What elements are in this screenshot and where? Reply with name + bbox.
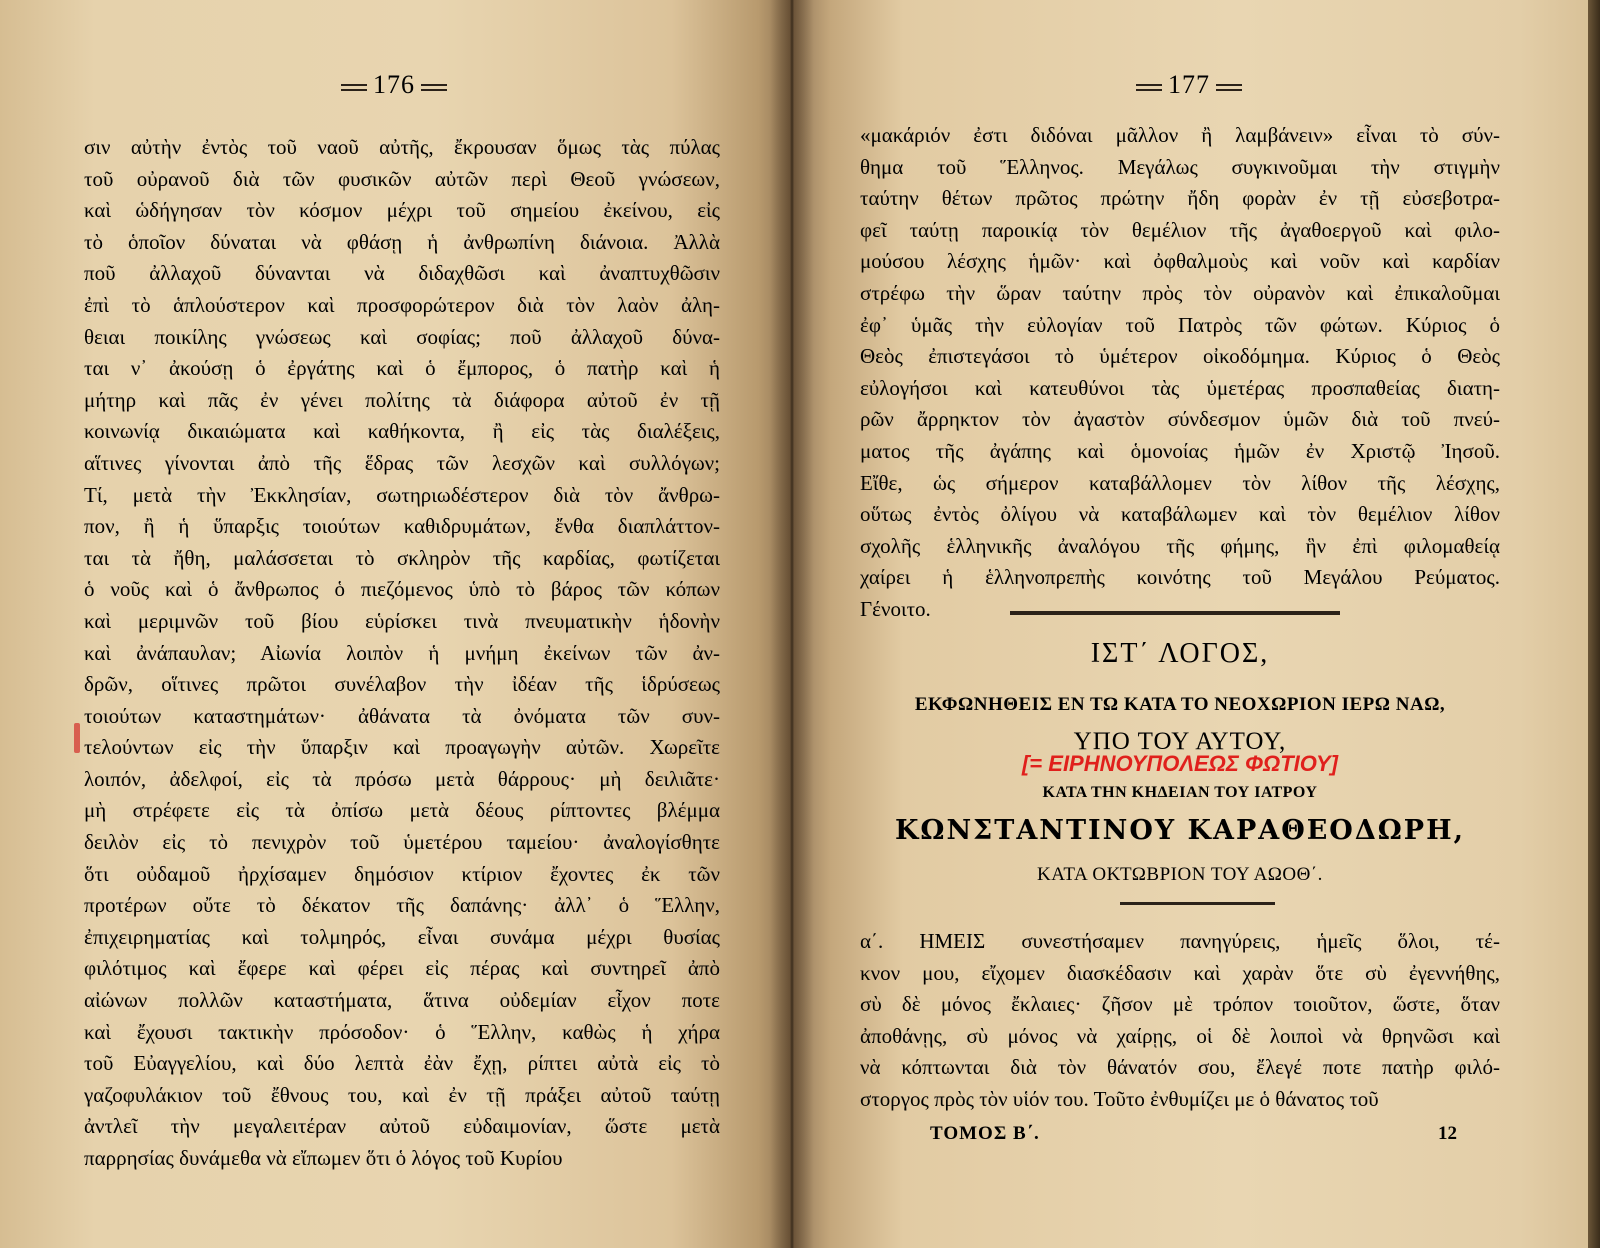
text-line: Γένοιτο.: [860, 596, 931, 621]
text-line: Θεὸς ἐπιστεγάσοι τὸ ὑμέτερον οἰκοδόμημα. Κύριος ὁ Θεὸς: [860, 344, 1500, 369]
text-line: ἀντλεῖ τὴν μεγαλειτέραν αὐτοῦ εὐδαιμονίαν, ὥστε μετὰ: [84, 1114, 720, 1139]
right-page-number: 177: [1130, 70, 1248, 100]
text-line: καὶ μεριμνῶν τοῦ βίου εὑρίσκει τινὰ πνευματικὴν ἡδονὴν: [84, 608, 720, 633]
text-line: τελούντων εἰς τὴν ὕπαρξιν καὶ προαγωγὴν αὐτῶν. Χωρεῖτε: [84, 735, 720, 760]
right-page-text: [860, 120, 1500, 626]
text-line: ματος τῆς ἀγάπης καὶ ὁμονοίας ἡμῶν ἐν Χριστῷ Ἰησοῦ.: [860, 438, 1500, 463]
footer-signature: 12: [1438, 1123, 1457, 1144]
text-line: Εἴθε, ὡς σήμερον καταβάλλομεν τὸν λίθον τῆς λέσχης,: [860, 470, 1500, 495]
footer-volume: ΤΟΜΟΣ Β΄.: [930, 1123, 1040, 1144]
heading-logos: ΙΣΤ΄ ΛΟΓΟΣ,: [1090, 638, 1270, 669]
text-line: θειαι ποικίλης γνώσεως καὶ σοφίας; ποῦ ἀλλαχοῦ δύνα-: [84, 324, 720, 349]
text-line: τοῦ οὐρανοῦ διὰ τῶν φυσικῶν αὐτῶν περὶ Θεοῦ γνώσεων,: [84, 166, 720, 191]
text-line: θημα τοῦ Ἕλληνος. Μεγάλως συγκινοῦμαι τὴν στιγμὴν: [860, 154, 1500, 179]
text-line: οὕτως ἐντὸς ὀλίγου νὰ καταβάλωμεν καὶ τὸν θεμέλιον λίθον: [860, 502, 1500, 527]
section-rule-top: [1010, 611, 1340, 615]
text-line: σὺ δὲ μόνος ἔκλαιες· ζῆσον μὲ τρόπον τοιοῦτον, ὥστε, ὅταν: [860, 992, 1500, 1017]
text-line: ὁ νοῦς καὶ ὁ ἄνθρωπος ὁ πιεζόμενος ὑπὸ τὸ βάρος τῶν κόπων: [84, 577, 720, 602]
text-line: α΄. ΗΜΕΙΣ συνεστήσαμεν πανηγύρεις, ἡμεῖς ὅλοι, τέ-: [860, 929, 1500, 953]
heading-kideian: ΚΑΤΑ ΤΗΝ ΚΗΔΕΙΑΝ ΤΟΥ ΙΑΤΡΟΥ: [1042, 784, 1318, 801]
heading-ypo: ΥΠΟ ΤΟΥ ΑΥΤΟΥ,: [1073, 728, 1287, 755]
text-line: τὸ ὁποῖον δύναται νὰ φθάσῃ ἡ ἀνθρωπίνη διάνοια. Ἀλλὰ: [84, 229, 720, 254]
section-rule-bottom: [1120, 902, 1275, 905]
text-line: δειλὸν εἰς τὸ πενιχρὸν τοῦ ὑμετέρου ταμείου· ἀναλογίσθητε: [84, 830, 720, 855]
text-line: ται ν᾿ ἀκούσῃ ὁ ἐργάτης καὶ ὁ ἔμπορος, ὁ πατὴρ καὶ ἡ: [84, 356, 720, 381]
text-line: φεῖ ταύτῃ παροικίᾳ τὸν θεμέλιον τῆς ἀγαθοεργοῦ καὶ φιλο-: [860, 217, 1500, 242]
text-line: ὅτι οὐδαμοῦ ἠρχίσαμεν δημόσιον κτίριον ἔχοντες ἐκ τῶν: [84, 861, 720, 886]
text-line: ἐπιχειρηματίας καὶ τολμηρός, εἶναι συνάμα μέχρι θυσίας: [84, 924, 720, 949]
heading-ekfonitheis: ΕΚΦΩΝΗΘΕΙΣ ΕΝ ΤΩ ΚΑΤΑ ΤΟ ΝΕΟΧΩΡΙΟΝ ΙΕΡΩ ΝΑΩ,: [914, 694, 1446, 715]
text-line: ἐφ᾿ ὑμᾶς τὴν εὐλογίαν τοῦ Πατρὸς τῶν φώτων. Κύριος ὁ: [860, 312, 1500, 337]
text-line: καὶ ἀνάπαυλαν; Αἰωνία λοιπὸν ἡ μνήμη ἐκείνων τῶν ἀν-: [84, 640, 720, 665]
text-line: καὶ ὡδήγησαν τὸν κόσμον μέχρι τοῦ σημείου ἐκείνου, εἰς: [84, 198, 720, 223]
text-line: σιν αὐτὴν ἐντὸς τοῦ ναοῦ αὐτῆς, ἔκρουσαν ὅμως τὰς πύλας: [84, 135, 720, 159]
text-line: σχολῆς ἑλληνικῆς ἀναλόγου τῆς φήμης, ἣν ἐπὶ φιλομαθείᾳ: [860, 533, 1500, 558]
text-line: αἰώνων πολλῶν καταστήματα, ἅτινα οὐδεμίαν εἶχον ποτε: [84, 988, 720, 1013]
text-line: πον, ἢ ἡ ὕπαρξις τοιούτων καθιδρυμάτων, ἔνθα διαπλάττον-: [84, 514, 720, 539]
text-line: τοῦ Εὐαγγελίου, καὶ δύο λεπτὰ ἐὰν ἔχῃ, ρίπτει αὐτὰ εἰς τὸ: [84, 1051, 720, 1076]
text-line: εὐλογήσοι καὶ κατευθύνοι τὰς ὑμετέρας προσπαθείας διατη-: [860, 375, 1500, 400]
heading-name: ΚΩΝΣΤΑΝΤΙΝΟΥ ΚΑΡΑΘΕΟΔΩΡΗ,: [894, 815, 1466, 846]
text-line: Τί, μετὰ τὴν Ἐκκλησίαν, σωτηριωδέστερον διὰ τὸν ἄνθρω-: [84, 482, 720, 507]
text-line: ἐπὶ τὸ ἁπλούστερον καὶ προσφορώτερον διὰ τὸν λαὸν ἀλη-: [84, 292, 720, 317]
speech-body-text: [860, 926, 1500, 1116]
heading-date: ΚΑΤΑ ΟΚΤΩΒΡΙΟΝ ΤΟΥ ΑΩΟΘ΄.: [1037, 864, 1323, 885]
text-line: χαίρει ἡ ἑλληνοπρεπὴς κοινότης τοῦ Μεγάλου Ρεύματος.: [860, 565, 1500, 590]
text-line: μήτηρ καὶ πᾶς ἐν γένει πολίτης τὰ διάφορα αὐτοῦ ἐν τῇ: [84, 387, 720, 412]
text-line: τοιούτων καταστημάτων· ἀθάνατα τὰ ὀνόματα τῶν συν-: [84, 703, 720, 728]
text-line: ποῦ ἀλλαχοῦ δύνανται νὰ διδαχθῶσι καὶ ἀναπτυχθῶσιν: [84, 261, 720, 286]
text-line: αἵτινες γίνονται ἀπὸ τῆς ἕδρας τῶν λεσχῶν καὶ συλλόγων;: [84, 450, 720, 475]
page-edge: [1588, 0, 1600, 1248]
text-line: νὰ κόπτωνται διὰ τὸν θάνατόν σου, ἔλεγέ ποτε πατὴρ φιλό-: [860, 1055, 1500, 1080]
text-line: ται τὰ ἤθη, μαλάσσεται τὸ σκληρὸν τῆς καρδίας, φωτίζεται: [84, 545, 720, 570]
text-line: στρέφω τὴν ὥραν ταύτην πρὸς τὸν οὐρανὸν καὶ ἐπικαλοῦμαι: [860, 280, 1500, 305]
text-line: δρῶν, οἵτινες πρῶτοι συνέλαβον τὴν ἰδέαν τῆς ἱδρύσεως: [84, 672, 720, 697]
red-margin-mark: [74, 723, 80, 753]
text-line: μούσου λέσχης ἡμῶν· καὶ ὀφθαλμοὺς καὶ νοῦν καὶ καρδίαν: [860, 249, 1500, 274]
left-page-text: [84, 132, 720, 1175]
text-line: μὴ στρέφετε εἰς τὰ ὀπίσω μετὰ δέους ρίπτοντες βλέμμα: [84, 798, 720, 823]
left-page-number: 176: [335, 70, 453, 100]
text-line: ταύτην θέτων πρῶτος πρώτην ἤδη φορὰν ἐν τῇ εὐσεβοτρα-: [860, 186, 1500, 211]
text-line: «μακάριόν ἐστι διδόναι μᾶλλον ἢ λαμβάνειν» εἶναι τὸ σύν-: [860, 123, 1500, 147]
text-line: ἀποθάνῃς, σὺ μόνος νὰ χαίρῃς, οἱ δὲ λοιποὶ νὰ θρηνῶσι καὶ: [860, 1023, 1500, 1048]
text-line: κοινωνίᾳ δικαιώματα καὶ καθήκοντα, ἢ εἰς τὰς διαλέξεις,: [84, 419, 720, 444]
text-line: ρῶν ἄρρηκτον τὸν ἀγαστὸν σύνδεσμον ὑμῶν διὰ τοῦ πνεύ-: [860, 407, 1500, 432]
text-line: προτέρων οὔτε τὸ δέκατον τῆς δαπάνης· ἀλλ᾿ ὁ Ἕλλην,: [84, 893, 720, 918]
text-line: παρρησίας δυνάμεθα νὰ εἴπωμεν ὅτι ὁ λόγος τοῦ Κυρίου: [84, 1146, 563, 1170]
text-line: κνον μου, εἴχομεν διασκέδασιν καὶ χαρὰν ὅτε σὺ ἐγεννήθης,: [860, 960, 1500, 985]
book-gutter: [770, 0, 814, 1248]
text-line: φιλότιμος καὶ ἔφερε καὶ φέρει εἰς πέρας καὶ συντηρεῖ ἀπὸ: [84, 956, 720, 981]
text-line: στοργος πρὸς τὸν υἱόν του. Τοῦτο ἐνθυμίζει με ὁ θάνατος τοῦ: [860, 1086, 1379, 1111]
text-line: γαζοφυλάκιον τοῦ ἔθνους του, καὶ ἐν τῇ πράξει αὐτοῦ ταύτῃ: [84, 1082, 720, 1107]
text-line: λοιπόν, ἀδελφοί, εἰς τὰ πρόσω μετὰ θάρρους· μὴ δειλιᾶτε·: [84, 766, 720, 791]
red-annotation: [= ΕΙΡΗΝΟΥΠΟΛΕΩΣ ΦΩΤΙΟΥ]: [1021, 751, 1338, 776]
text-line: καὶ ἔχουσι τακτικὴν πρόσοδον· ὁ Ἕλλην, καθὼς ἡ χήρα: [84, 1019, 720, 1044]
